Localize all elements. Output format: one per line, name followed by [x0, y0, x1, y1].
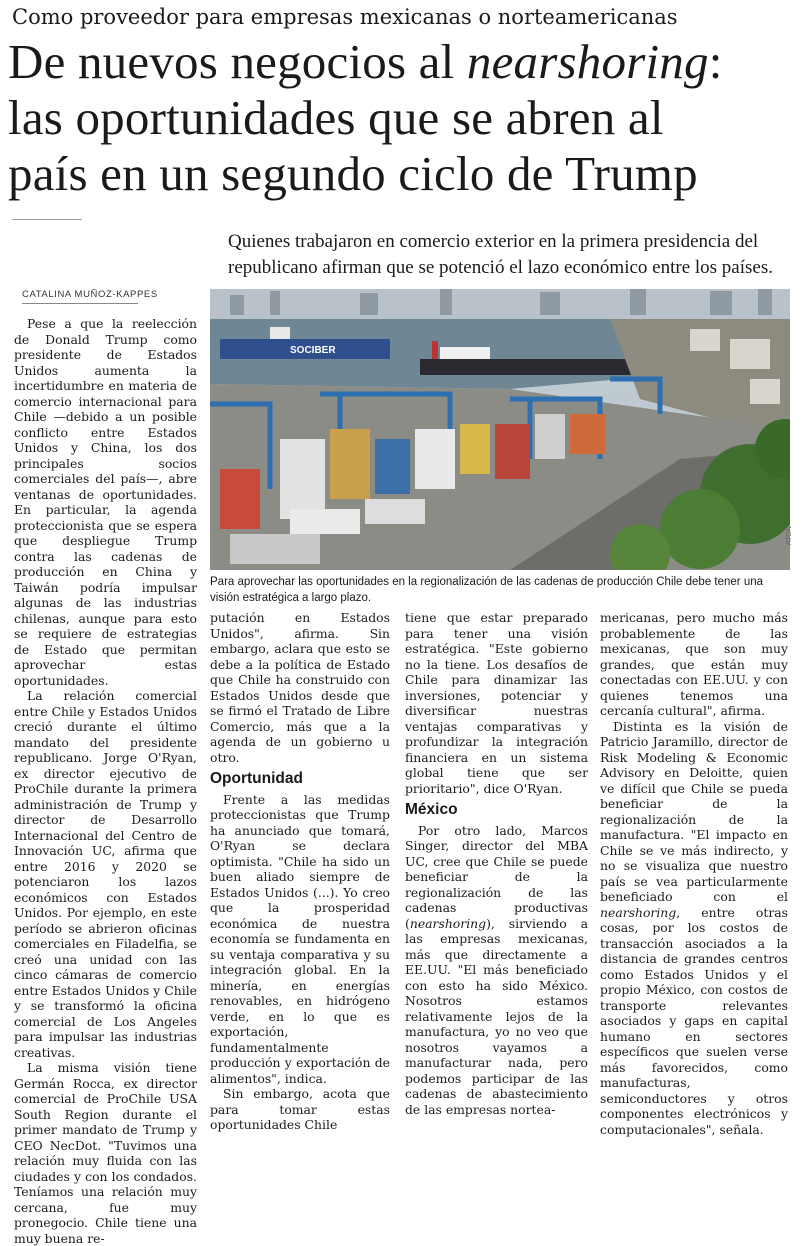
- italic-term: nearshoring: [600, 904, 677, 920]
- photo-credit: ATON: [786, 526, 793, 545]
- paragraph: [405, 823, 588, 1118]
- byline: CATALINA MUÑOZ-KAPPES: [22, 289, 158, 300]
- paragraph: La relación comercial entre Chile y Estados Unidos creció durante el último mandato del presidente republicano. Jorge O'Ryan, ex director ejecutivo de ProChile durante la primera administración de Trump y director de Desarrollo Internacional del Centro de Innovación UC, afirma que entre 2016 y 2020 se potenciaron los lazos económicos con Estados Unidos. Por ejemplo, en este período se abrieron oficinas comerciales en Filadelfia, se creó una unidad con las cinco cámaras de comercio entre Estados Unidos y Chile y se transformó la oficina comercial de Los Angeles para impulsar las industrias creativas.: [14, 688, 197, 1060]
- deck: Quienes trabajaron en comercio exterior en la primera presidencia del republicano afirman que se potenció el lazo económico entre los países.: [228, 231, 773, 278]
- section-heading-mexico: México: [405, 801, 458, 818]
- text-run: Distinta es la visión de Patricio Jaramillo, director de Risk Modeling & Economic Advisory en Deloitte, quien ve difícil que Chile se pueda beneficiar de la regionalización de la manufactura. "El impacto en Chile se ve más indirecto, y no se visualiza que nuestro país se vea particularmente beneficiado con el: [600, 718, 788, 904]
- paragraph: [600, 719, 788, 1138]
- column-3: [405, 610, 588, 1117]
- paragraph: La misma visión tiene Germán Rocca, ex director comercial de ProChile USA South Region durante el primer mandato de Trump y CEO NecDot. "Tuvimos una relación muy fluida con las ciudades y con los condados. Teníamos una relación muy cercana, fue muy pronegocio. Chile tiene una muy buena re-: [14, 1060, 197, 1246]
- byline-rule: [22, 303, 138, 304]
- text-run: ), sirviendo a las empresas mexicanas, más que directamente a EE.UU. "El más beneficiado con esto ha sido México. Nosotros estamos relativamente lejos de la manufactura, yo no veo que nosotros vayamos a manufacturar nada, pero podemos participar de las cadenas de abastecimiento de las empresas nortea-: [405, 915, 588, 1117]
- text-run: Por otro lado, Marcos Singer, director del MBA UC, cree que Chile se puede beneficiar de la regionalización de las cadenas productivas (: [405, 822, 588, 931]
- ship-name: SOCIBER: [290, 345, 336, 356]
- text-run: , entre otras cosas, por los costos de transacción asociados a la distancia de grandes centros como Estados Unidos y el propio México, con costos de transporte relevantes asociados y gaps en capital humano en sectores específicos que suelen verse más favorecidos, como manufacturas, semiconductores y otros componentes electrónicos y computacionales", señala.: [600, 904, 788, 1137]
- headline-part2: :: [708, 34, 723, 89]
- column-1: [14, 316, 197, 1246]
- column-4: [600, 610, 788, 1137]
- headline-italic: nearshoring: [466, 34, 709, 89]
- headline-line3: país en un segundo ciclo de Trump: [8, 146, 698, 201]
- italic-term: nearshoring: [409, 915, 487, 931]
- headline: [8, 34, 798, 202]
- photo-caption: Para aprovechar las oportunidades en la regionalización de las cadenas de producción Chile debe tener una visión estratégica a largo plazo.: [210, 576, 764, 604]
- column-2: [210, 610, 390, 1133]
- paragraph: Pese a que la reelección de Donald Trump como presidente de Estados Unidos aumenta la incertidumbre en materia de comercio internacional para Chile —debido a un posible conflicto entre Estados Unidos y China, los dos principales socios comerciales del país—, abre ventanas de oportunidades. En particular, la agenda proteccionista que se espera que despliegue Trump contra las cadenas de producción en China y Taiwán podría impulsar algunas de las industrias chilenas, aunque para esto se requiere de estrategias de Estado que permitan aprovechar estas oportunidades.: [14, 316, 197, 688]
- port-photo: [210, 289, 790, 570]
- port-illustration: [210, 289, 790, 570]
- headline-rule: [12, 219, 82, 220]
- headline-part1: De nuevos negocios al: [8, 34, 467, 89]
- paragraph: Sin embargo, acota que para tomar estas oportunidades Chile: [210, 1086, 390, 1132]
- paragraph: tiene que estar preparado para tener una visión estratégica. "Este gobierno no la tiene. Los desafíos de Chile para dinamizar las inversiones, potenciar y diversificar nuestras ventajas comparativas y profundizar la integración financiera en un sistema global tiene que ser prioritario", dice O'Ryan.: [405, 610, 588, 796]
- paragraph: Frente a las medidas proteccionistas que Trump ha anunciado que tomará, O'Ryan se declara optimista. "Chile ha sido un buen aliado siempre de Estados Unidos (...). Yo creo que la prosperidad económica de nuestra economía se fundamenta en su ventaja comparativa y su integración global. En la minería, en energías renovables, en hidrógeno verde, en lo que es exportación, fundamentalmente producción y exportación de alimentos", indica.: [210, 791, 390, 1086]
- paragraph: putación en Estados Unidos", afirma. Sin embargo, aclara que esto se debe a la política de Estado que Chile ha construido con Estados Unidos desde que se firmó el Tratado de Libre Comercio, más que a la agenda de un gobierno u otro.: [210, 610, 390, 765]
- headline-line2: las oportunidades que se abren al: [8, 90, 664, 145]
- section-heading-oportunidad: Oportunidad: [210, 770, 303, 787]
- paragraph: mericanas, pero mucho más probablemente de las mexicanas, que son muy grandes, que están muy conectadas con EE.UU. y con quienes tenemos una cercanía cultural", afirma.: [600, 610, 788, 718]
- kicker: Como proveedor para empresas mexicanas o norteamericanas: [12, 5, 678, 29]
